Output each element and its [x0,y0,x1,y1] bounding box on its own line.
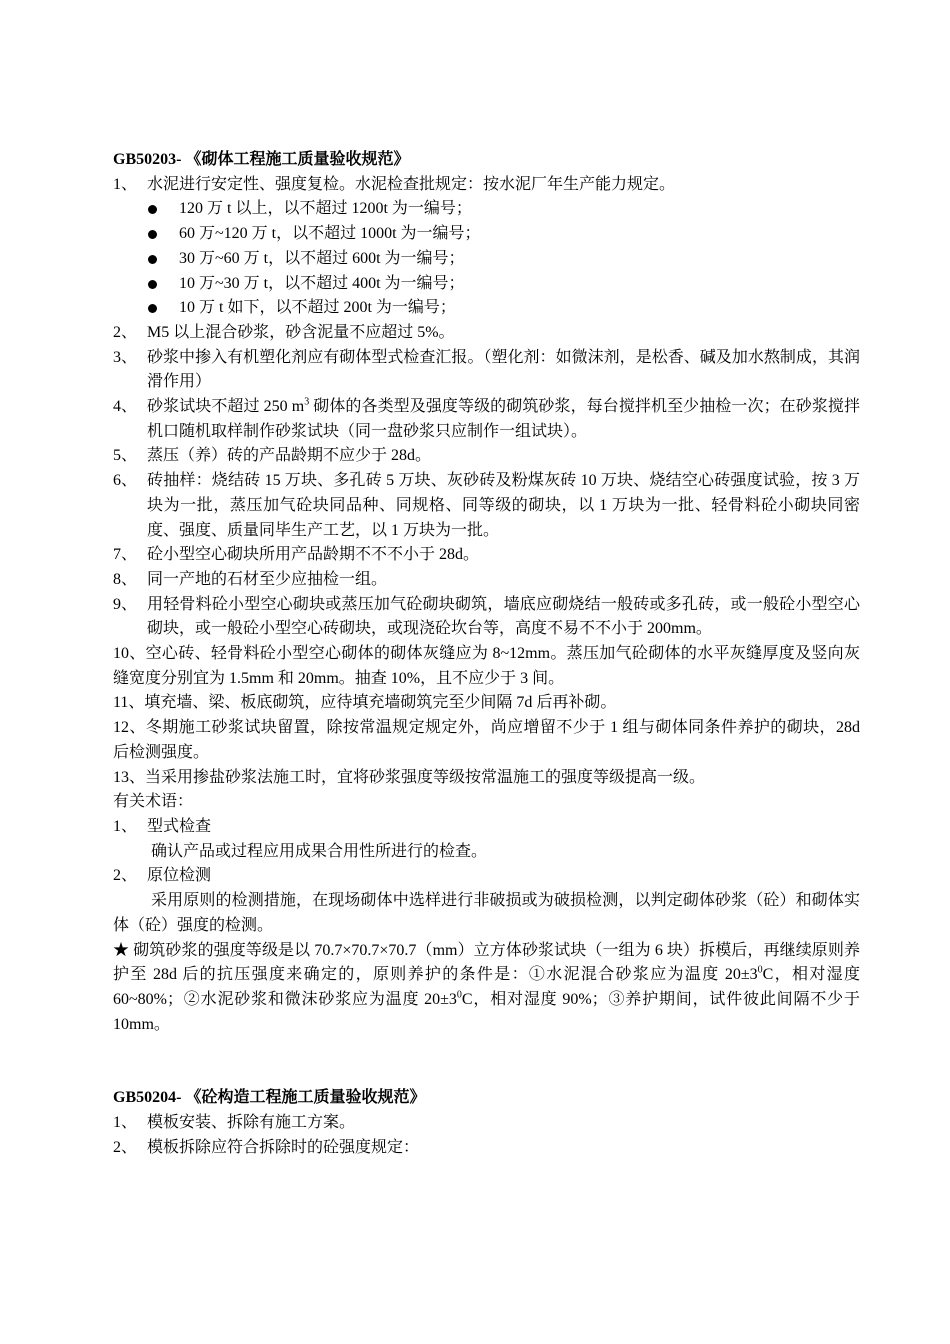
list-item [113,173,860,198]
item-text: 冬期施工砂浆试块留置，除按常温规定规定外，尚应增留不少于 1 组与砌体同条件养护的砌块，28d 后检测强度。 [113,719,860,761]
item-number: 10、 [113,645,146,663]
bullet-list [113,197,860,321]
item-text: 空心砖、轻骨料砼小型空心砌体的砌体灰缝应为 8~12mm。蒸压加气砼砌体的水平灰缝厚度及竖向灰缝宽度分别宜为 1.5mm 和 20mm。抽查 10%，且不应少于 3 间。 [113,645,860,687]
document-page [113,148,860,1160]
item-number: 6、 [113,472,138,490]
bullet-dot-icon [145,247,179,272]
section-spacer [113,1037,860,1086]
term-description: 采用原则的检测措施，在现场砌体中选样进行非破损或为破损检测，以判定砌体砂浆（砼）和砌体实体（砼）强度的检测。 [113,892,860,934]
term-description: 确认产品或过程应用成果合用性所进行的检查。 [151,842,488,860]
item-number: 13、 [113,768,146,786]
list-item [113,766,860,791]
item-text: 砂浆试块不超过 250 $m^3$ 砌体的各类型及强度等级的砌筑砂浆，每台搅拌机至少抽检一次；在砂浆搅拌机口随机取样制作砂浆试块（同一盘砂浆只应制作一组试块）。 [147,396,860,440]
list-item [113,395,860,444]
bullet-item: 10 万 t 如下，以不超过 200t 为一编号； [113,296,860,321]
item-text: 模板拆除应符合拆除时的砼强度规定： [147,1138,420,1156]
bullet-item: 60 万~120 万 t，以不超过 1000t 为一编号； [113,222,860,247]
list-item [113,444,860,469]
star-note: ★ 砌筑砂浆的强度等级是以 70.7×70.7×70.7（mm）立方体砂浆试块（一组为 6 块）拆模后，再继续原则养护至 28d 后的抗压强度来确定的，原则养护的条件是：①水泥混合砂浆应为温度 $20\pm 3^0C$，相对湿度 60~80%；②水泥砂浆和微沫砂浆应为温度 $20\pm 3^0C$，相对湿度 90%；③养护期间，试件彼此间隔不少于 10mm。 [113,941,860,1033]
item-text: 砖抽样：烧结砖 15 万块、多孔砖 5 万块、灰砂砖及粉煤灰砖 10 万块、烧结空心砖强度试验，按 3 万块为一批，蒸压加气砼块同品种、同规格、同等级的砌块，以 1 万块为一批、轻骨料砼小砌块同密度、强度、质量同毕生产工艺，以 1 万块为一批。 [147,472,860,539]
list-item [113,469,860,543]
item-text: 模板安装、拆除有施工方案。 [147,1114,356,1132]
item-number: 2、 [113,1138,138,1156]
item-text: 填充墙、梁、板底砌筑，应待填充墙砌筑完至少间隔 7d 后再补砌。 [144,694,617,712]
item-number: 12、 [113,719,146,737]
item-text: M5 以上混合砂浆，砂含泥量不应超过 5%。 [147,323,455,341]
item-text: 当采用掺盐砂浆法施工时，宜将砂浆强度等级按常温施工的强度等级提高一级。 [145,768,706,786]
list-item [113,543,860,568]
item-text: 同一产地的石材至少应抽检一组。 [147,570,388,588]
bullet-dot-icon [145,222,179,247]
item-number: 7、 [113,546,138,564]
list-item [113,321,860,346]
section-title: GB50203- 《砌体工程施工质量验收规范》 [113,151,410,168]
bullet-item: 10 万~30 万 t，以不超过 400t 为一编号； [113,272,860,297]
item-number: 2、 [113,323,138,341]
item-number: 4、 [113,398,138,416]
item-number: 1、 [113,175,138,193]
item-number: 1、 [113,1114,138,1132]
term-number: 1、 [113,817,138,835]
bullet-item: 120 万 t 以上，以不超过 1200t 为一编号； [113,197,860,222]
item-text: 水泥进行安定性、强度复检。水泥检查批规定：按水泥厂年生产能力规定。 [147,175,676,193]
list-item [113,1111,860,1136]
item-number: 8、 [113,570,138,588]
list-item [113,568,860,593]
list-item [113,346,860,395]
item-number: 9、 [113,595,138,613]
item-number: 11、 [113,694,145,712]
terms-heading: 有关术语： [113,793,194,811]
list-item [113,716,860,765]
list-item [113,691,860,716]
bullet-item: 30 万~60 万 t，以不超过 600t 为一编号； [113,247,860,272]
term-number: 2、 [113,867,138,885]
section-title: GB50204- 《砼构造工程施工质量验收规范》 [113,1089,426,1107]
term-name: 型式检查 [147,817,212,835]
bullet-dot-icon [145,197,179,222]
superscript: 0 [757,964,763,976]
term-name: 原位检测 [147,867,212,885]
item-text: 砂浆中掺入有机塑化剂应有砌体型式检查汇报。（塑化剂：如微沫剂，是松香、碱及加水熬制成，其润滑作用） [147,348,860,391]
term-item [113,815,860,840]
superscript: 0 [456,989,462,1001]
item-text: 用轻骨料砼小型空心砌块或蒸压加气砼砌块砌筑，墙底应砌烧结一般砖或多孔砖，或一般砼小型空心砌块，或一般砼小型空心砖砌块，或现浇砼坎台等，高度不易不不小于 200mm。 [147,595,860,638]
list-item [113,642,860,691]
item-text: 砼小型空心砌块所用产品龄期不不不小于 28d。 [147,546,480,564]
item-text: 蒸压（养）砖的产品龄期不应少于 28d。 [147,447,432,465]
superscript: 3 [304,396,310,408]
list-item [113,1136,860,1161]
bullet-dot-icon [145,296,179,321]
item-number: 5、 [113,447,138,465]
list-item [113,593,860,642]
item-number: 3、 [113,348,138,366]
term-item [113,864,860,889]
bullet-dot-icon [145,272,179,297]
